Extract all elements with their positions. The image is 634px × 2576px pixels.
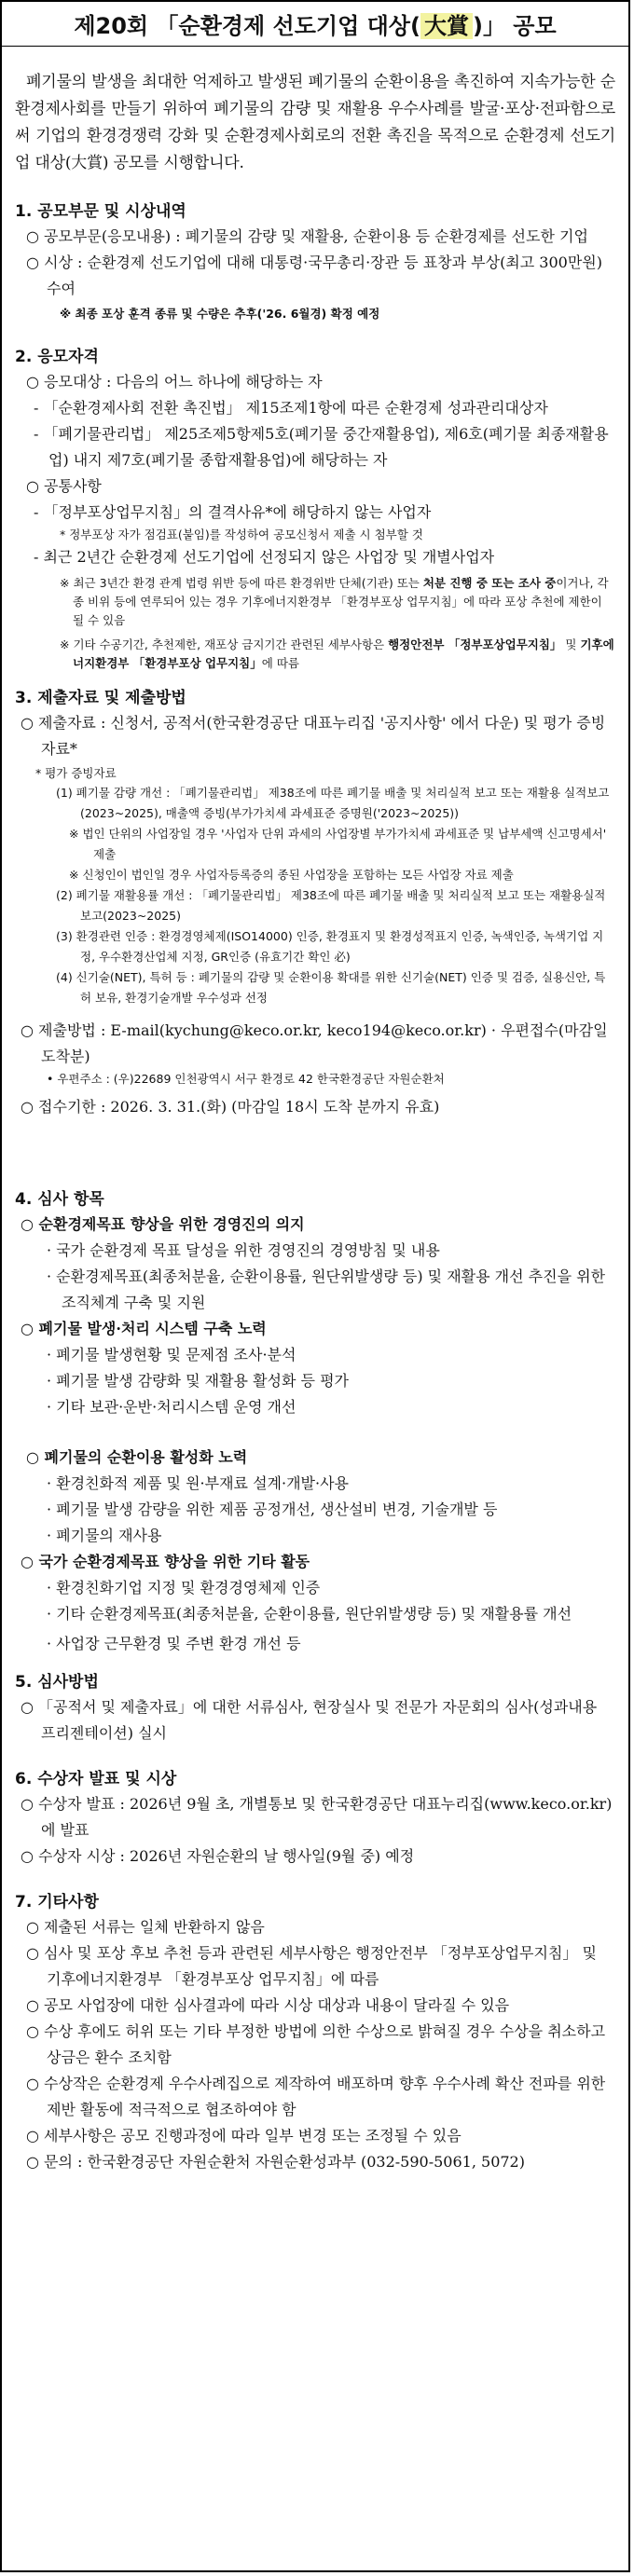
s3-evidence-3: (3) 환경관련 인증 : 환경경영체제(ISO14000) 인증, 환경표지 및 환경성적표지 인증, 녹색인증, 녹색기업 지정, 우수환경산업체 지정, GR인증 (유효기간 확인 必) bbox=[56, 929, 604, 964]
s4-item-d2: · 기타 순환경제목표(최종처분율, 순환이용률, 원단위발생량 등) 및 재활용률 개선 bbox=[47, 1605, 572, 1623]
section-6-heading: 6. 수상자 발표 및 시상 bbox=[15, 1770, 177, 1788]
section-7-heading: 7. 기타사항 bbox=[15, 1893, 99, 1911]
s3-item-3: ○ 접수기한 : 2026. 3. 31.(화) (마감일 18시 도착 분까지 유효) bbox=[21, 1098, 440, 1116]
s4-item-c: ○ 폐기물의 순환이용 활성화 노력 bbox=[26, 1448, 248, 1466]
s4-item-a2: · 순환경제목표(최종처분율, 순환이용률, 원단위발생량 등) 및 재활용 개선 추진을 위한 조직체계 구축 및 지원 bbox=[47, 1267, 606, 1311]
s4-item-d1: · 환경친화기업 지정 및 환경경영체제 인증 bbox=[47, 1579, 321, 1596]
s2-item-6: - 최근 2년간 순환경제 선도기업에 선정되지 않은 사업장 및 개별사업자 bbox=[34, 548, 495, 566]
s4-item-b2: · 폐기물 발생 감량화 및 재활용 활성화 등 평가 bbox=[47, 1372, 349, 1390]
s4-item-a1: · 국가 순환경제 목표 달성을 위한 경영진의 경영방침 및 내용 bbox=[47, 1241, 440, 1259]
s4-item-d: ○ 국가 순환경제목표 향상을 위한 기타 활동 bbox=[21, 1553, 310, 1570]
s1-item-1: ○ 공모부문(응모내용) : 폐기물의 감량 및 재활용, 순환이용 등 순환경제를 선도한 기업 bbox=[26, 227, 588, 245]
title-suffix: )」 공모 bbox=[472, 13, 557, 39]
s1-item-2: ○ 시상 : 순환경제 선도기업에 대해 대통령·국무총리·장관 등 표창과 부상(최고 300만원) 수여 bbox=[26, 253, 602, 297]
notice-body bbox=[2, 69, 628, 2175]
intro-paragraph: 폐기물의 발생을 최대한 억제하고 발생된 폐기물의 순환이용을 촉진하여 지속가능한 순환경제사회를 만들기 위하여 폐기물의 감량 및 재활용 우수사례를 발굴·포상·전파함으로써 기업의 환경경쟁력 강화 및 순환경제사회로의 전환 촉진을 목적으로 순환경제 선도기업 대상(大賞) 공모를 시행합니다. bbox=[15, 73, 615, 172]
s7-item-3: ○ 공모 사업장에 대한 심사결과에 따라 시상 대상과 내용이 달라질 수 있음 bbox=[26, 1996, 510, 2014]
s3-evidence-1-note-2: ※ 신청인이 법인일 경우 사업자등록증의 종된 사업장을 포함하는 모든 사업장 자료 제출 bbox=[69, 868, 514, 882]
s3-evidence-1-note-1: ※ 법인 단위의 사업장일 경우 '사업자 단위 과세의 사업장별 부가가치세 과세표준 및 납부세액 신고명세서' 제출 bbox=[69, 827, 607, 861]
s3-evidence-1: (1) 폐기물 감량 개선 : 「폐기물관리법」 제38조에 따른 폐기물 배출 및 처리실적 보고 또는 재활용 실적보고(2023~2025), 매출액 증빙(부가가치세 과세표준 증명원('2023~2025)) bbox=[56, 786, 610, 820]
section-3-heading: 3. 제출자료 및 제출방법 bbox=[15, 689, 186, 707]
title-highlight: 大賞 bbox=[420, 13, 473, 39]
s7-item-6: ○ 세부사항은 공모 진행과정에 따라 일부 변경 또는 조정될 수 있음 bbox=[26, 2127, 462, 2144]
s3-item-1: ○ 제출자료 : 신청서, 공적서(한국환경공단 대표누리집 '공지사항' 에서 다운) 및 평가 증빙자료* bbox=[21, 714, 606, 758]
section-4-heading: 4. 심사 항목 bbox=[15, 1190, 104, 1209]
s6-item-1: ○ 수상자 발표 : 2026년 9월 초, 개별통보 및 한국환경공단 대표누리집(www.keco.or.kr)에 발표 bbox=[21, 1795, 613, 1839]
s7-item-1: ○ 제출된 서류는 일체 반환하지 않음 bbox=[26, 1918, 265, 1936]
s4-item-c3: · 폐기물의 재사용 bbox=[47, 1527, 162, 1544]
section-1-heading: 1. 공모부문 및 시상내역 bbox=[15, 202, 186, 221]
s2-item-4: ○ 공통사항 bbox=[26, 477, 102, 495]
section-2-heading: 2. 응모자격 bbox=[15, 348, 99, 366]
s2-item-3: - 「폐기물관리법」 제25조제5항제5호(폐기물 중간재활용업), 제6호(폐기물 최종재활용업) 내지 제7호(폐기물 종합재활용업)에 해당하는 자 bbox=[34, 425, 609, 469]
s2-note-2: ※ 최근 3년간 환경 관계 법령 위반 등에 따른 환경위반 단체(기관) 또는 처분 진행 중 또는 조사 중이거나, 각종 비위 등에 연루되어 있는 경우 기후에너지환경부 「환경부포상 업무지침」에 따라 포상 추천에 제한이 될 수 있음 bbox=[60, 576, 609, 627]
s3-item-2: ○ 제출방법 : E-mail(kychung@keco.or.kr, keco194@keco.or.kr) · 우편접수(마감일 도착분) bbox=[21, 1021, 608, 1065]
s4-item-d3: · 사업장 근무환경 및 주변 환경 개선 등 bbox=[47, 1635, 301, 1652]
s2-item-1: ○ 응모대상 : 다음의 어느 하나에 해당하는 자 bbox=[26, 373, 323, 391]
s7-item-7: ○ 문의 : 한국환경공단 자원순환처 자원순환성과부 (032-590-5061, 5072) bbox=[26, 2153, 525, 2171]
s5-item-1: ○ 「공적서 및 제출자료」에 대한 서류심사, 현장실사 및 전문가 자문회의 심사(성과내용 프리젠테이션) 실시 bbox=[21, 1698, 598, 1742]
s2-note-1: * 정부포상 자가 점검표(붙임)를 작성하여 공모신청서 제출 시 첨부할 것 bbox=[60, 528, 423, 541]
s2-item-2: - 「순환경제사회 전환 촉진법」 제15조제1항에 따른 순환경제 성과관리대상자 bbox=[34, 399, 548, 417]
s7-item-4: ○ 수상 후에도 허위 또는 기타 부정한 방법에 의한 수상으로 밝혀질 경우 수상을 취소하고 상금은 환수 조치함 bbox=[26, 2022, 606, 2066]
s4-item-c2: · 폐기물 발생 감량을 위한 제품 공정개선, 생산설비 변경, 기술개발 등 bbox=[47, 1500, 498, 1518]
s3-evidence-4: (4) 신기술(NET), 특허 등 : 폐기물의 감량 및 순환이용 확대를 위한 신기술(NET) 인증 및 검증, 실용신안, 특허 보유, 환경기술개발 우수성과 선정 bbox=[56, 970, 606, 1005]
s7-item-2: ○ 심사 및 포상 후보 추천 등과 관련된 세부사항은 행정안전부 「정부포상업무지침」 및 기후에너지환경부 「환경부포상 업무지침」에 따름 bbox=[26, 1944, 597, 1988]
s2-note-3: ※ 기타 수공기간, 추천제한, 재포상 금지기간 관련된 세부사항은 행정안전부 「정부포상업무지침」 및 기후에너지환경부 「환경부포상 업무지침」에 따름 bbox=[60, 637, 614, 670]
s3-evidence-2: (2) 폐기물 재활용률 개선 : 「폐기물관리법」 제38조에 따른 폐기물 배출 및 처리실적 보고 또는 재활용실적보고(2023~2025) bbox=[56, 888, 606, 923]
s3-evidence-heading: * 평가 증빙자료 bbox=[35, 766, 117, 780]
s4-item-b: ○ 폐기물 발생·처리 시스템 구축 노력 bbox=[21, 1320, 267, 1337]
s4-item-c1: · 환경친화적 제품 및 원·부재료 설계·개발·사용 bbox=[47, 1474, 349, 1492]
s7-item-5: ○ 수상작은 순환경제 우수사례집으로 제작하여 배포하며 향후 우수사례 확산 전파를 위한 제반 활동에 적극적으로 협조하여야 함 bbox=[26, 2075, 606, 2118]
s4-item-a: ○ 순환경제목표 향상을 위한 경영진의 의지 bbox=[21, 1215, 305, 1233]
s6-item-2: ○ 수상자 시상 : 2026년 자원순환의 날 행사일(9월 중) 예정 bbox=[21, 1847, 415, 1865]
page-title bbox=[2, 2, 628, 47]
s4-item-b1: · 폐기물 발생현황 및 문제점 조사·분석 bbox=[47, 1346, 296, 1363]
title-prefix: 제20회 「순환경제 선도기업 대상( bbox=[74, 13, 420, 39]
s4-item-b3: · 기타 보관·운반·처리시스템 운영 개선 bbox=[47, 1398, 296, 1416]
section-5-heading: 5. 심사방법 bbox=[15, 1673, 99, 1692]
s1-note: ※ 최종 포상 훈격 종류 및 수량은 추후('26. 6월경) 확정 예정 bbox=[60, 307, 380, 321]
s3-item-2-note: • 우편주소 : (우)22689 인천광역시 서구 환경로 42 한국환경공단 자원순환처 bbox=[47, 1072, 445, 1086]
s2-item-5: - 「정부포상업무지침」의 결격사유*에 해당하지 않는 사업자 bbox=[34, 503, 432, 521]
